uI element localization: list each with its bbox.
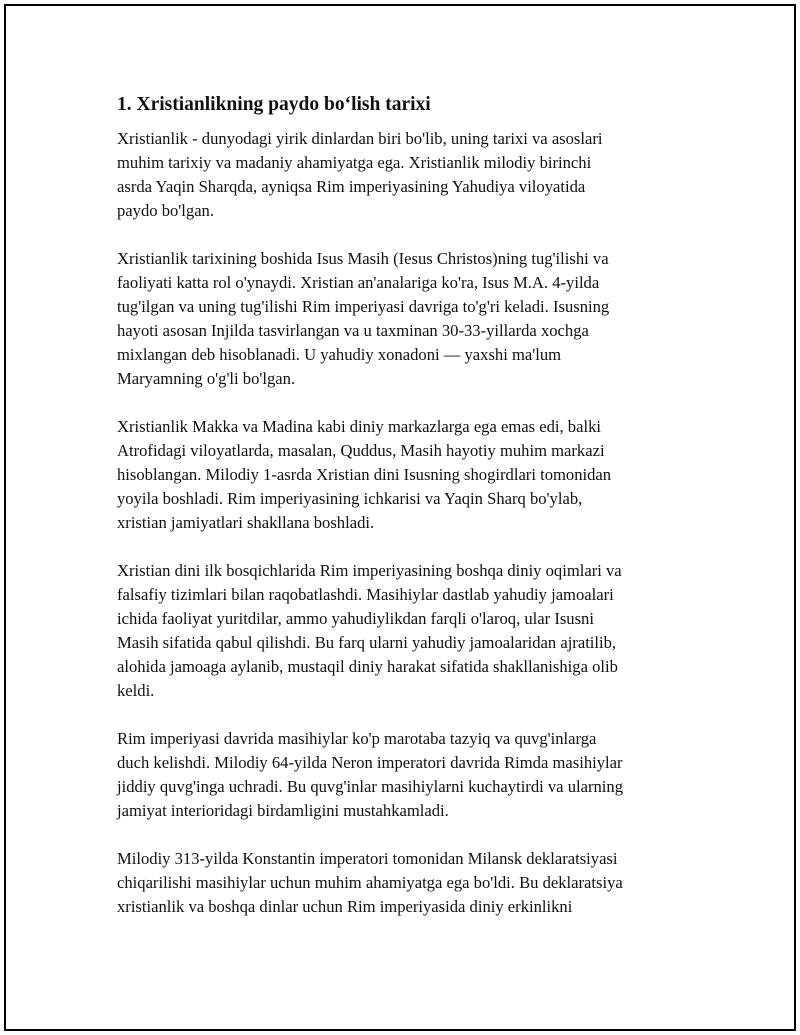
paragraph-1 [117,127,687,223]
paragraph-line: paydo bo'lgan. [117,201,215,220]
paragraph-3 [117,415,687,535]
paragraph-4 [117,559,687,703]
paragraph-line: hisoblangan. Milodiy 1-asrda Xristian dini Isusning shogirdlari tomonidan [117,465,612,484]
paragraph-line: Masih sifatida qabul qilishdi. Bu farq ularni yahudiy jamoalaridan ajratilib, [117,633,617,652]
paragraph-line: Xristianlik Makka va Madina kabi diniy markazlarga ega emas edi, balki [117,417,601,436]
paragraph-6 [117,847,687,919]
paragraph-line: chiqarilishi masihiylar uchun muhim ahamiyatga ega bo'ldi. Bu deklaratsiya [117,873,623,892]
paragraph-line: duch kelishdi. Milodiy 64-yilda Neron imperatori davrida Rimda masihiylar [117,753,623,772]
paragraph-2 [117,247,687,391]
paragraph-line: Milodiy 313-yilda Konstantin imperatori tomonidan Milansk deklaratsiyasi [117,849,618,868]
paragraph-line: Xristianlik tarixining boshida Isus Masih (Iesus Christos)ning tug'ilishi va [117,249,609,268]
paragraph-line: keldi. [117,681,155,700]
paragraph-line: yoyila boshladi. Rim imperiyasining ichkarisi va Yaqin Sharq bo'ylab, [117,489,583,508]
paragraph-line: Xristian dini ilk bosqichlarida Rim imperiyasining boshqa diniy oqimlari va [117,561,622,580]
paragraph-line: hayoti asosan Injilda tasvirlangan va u taxminan 30-33-yillarda xochga [117,321,589,340]
paragraph-line: mixlangan deb hisoblanadi. U yahudiy xonadoni — yaxshi ma'lum [117,345,562,364]
paragraph-line: xristianlik va boshqa dinlar uchun Rim imperiyasida diniy erkinlikni [117,897,573,916]
paragraph-line: Maryamning o'g'li bo'lgan. [117,369,296,388]
paragraph-line: jamiyat interioridagi birdamligini mustahkamladi. [117,801,449,820]
document-body [117,92,687,943]
paragraph-line: alohida jamoaga aylanib, mustaqil diniy harakat sifatida shakllanishiga olib [117,657,618,676]
paragraph-5 [117,727,687,823]
paragraph-line: muhim tarixiy va madaniy ahamiyatga ega. Xristianlik milodiy birinchi [117,153,592,172]
paragraph-line: falsafiy tizimlari bilan raqobatlashdi. Masihiylar dastlab yahudiy jamoalari [117,585,614,604]
paragraph-line: Rim imperiyasi davrida masihiylar ko'p marotaba tazyiq va quvg'inlarga [117,729,597,748]
document-title: 1. Xristianlikning paydo bo‘lish tarixi [117,94,431,115]
paragraph-line: ichida faoliyat yuritdilar, ammo yahudiylikdan farqli o'laroq, ular Isusni [117,609,594,628]
paragraph-line: asrda Yaqin Sharqda, ayniqsa Rim imperiyasining Yahudiya viloyatida [117,177,586,196]
paragraph-line: jiddiy quvg'inga uchradi. Bu quvg'inlar masihiylarni kuchaytirdi va ularning [117,777,623,796]
paragraph-line: Atrofidagi viloyatlarda, masalan, Quddus, Masih hayotiy muhim markazi [117,441,605,460]
paragraph-line: faoliyati katta rol o'ynaydi. Xristian an'analariga ko'ra, Isus M.A. 4-yilda [117,273,600,292]
paragraph-line: Xristianlik - dunyodagi yirik dinlardan biri bo'lib, uning tarixi va asoslari [117,129,603,148]
paragraph-line: tug'ilgan va uning tug'ilishi Rim imperiyasi davriga to'g'ri keladi. Isusning [117,297,610,316]
paragraph-line: xristian jamiyatlari shakllana boshladi. [117,513,375,532]
